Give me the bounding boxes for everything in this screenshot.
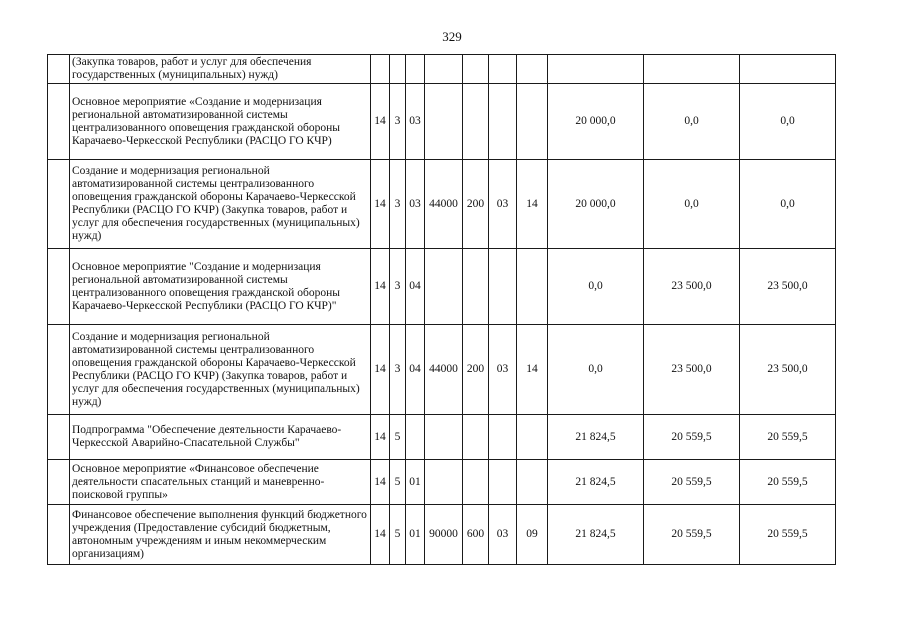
code-cell: 03 — [406, 160, 425, 249]
budget-table — [47, 54, 836, 565]
amount-cell: 0,0 — [548, 249, 644, 325]
table-row — [48, 325, 836, 415]
code-cell: 5 — [390, 460, 406, 505]
code-cell — [489, 415, 517, 460]
code-cell: 14 — [371, 505, 390, 565]
page-number: 329 — [442, 29, 462, 44]
code-cell — [463, 84, 489, 160]
code-cell: 14 — [517, 160, 548, 249]
amount-cell: 20 559,5 — [740, 505, 836, 565]
code-cell: 3 — [390, 325, 406, 415]
code-cell — [425, 460, 463, 505]
code-cell — [463, 460, 489, 505]
code-cell: 03 — [489, 160, 517, 249]
amount-cell — [740, 55, 836, 84]
code-cell: 14 — [371, 460, 390, 505]
code-cell: 5 — [390, 505, 406, 565]
blank-cell — [48, 84, 70, 160]
code-cell — [517, 55, 548, 84]
code-cell: 14 — [517, 325, 548, 415]
table-row — [48, 415, 836, 460]
amount-cell: 23 500,0 — [644, 249, 740, 325]
code-cell: 14 — [371, 160, 390, 249]
code-cell: 14 — [371, 415, 390, 460]
description-cell: Финансовое обеспечение выполнения функций бюджетного учреждения (Предоставление субсидий бюджетным, автономным учреждениям и иным некоммерческим организациям) — [70, 505, 371, 565]
code-cell: 04 — [406, 249, 425, 325]
table-row — [48, 160, 836, 249]
code-cell — [425, 84, 463, 160]
amount-cell: 20 559,5 — [644, 505, 740, 565]
amount-cell: 20 000,0 — [548, 84, 644, 160]
amount-cell: 20 559,5 — [740, 460, 836, 505]
amount-cell: 0,0 — [740, 160, 836, 249]
code-cell — [517, 249, 548, 325]
code-cell — [425, 415, 463, 460]
code-cell: 14 — [371, 84, 390, 160]
code-cell: 90000 — [425, 505, 463, 565]
code-cell — [489, 460, 517, 505]
amount-cell: 20 559,5 — [740, 415, 836, 460]
code-cell: 09 — [517, 505, 548, 565]
code-cell: 03 — [406, 84, 425, 160]
code-cell: 3 — [390, 84, 406, 160]
code-cell: 01 — [406, 505, 425, 565]
code-cell — [463, 55, 489, 84]
blank-cell — [48, 415, 70, 460]
blank-cell — [48, 160, 70, 249]
code-cell — [489, 84, 517, 160]
description-cell: Подпрограмма "Обеспечение деятельности Карачаево-Черкесской Аварийно-Спасательной Службы" — [70, 415, 371, 460]
amount-cell: 23 500,0 — [644, 325, 740, 415]
table-row — [48, 505, 836, 565]
code-cell: 03 — [489, 505, 517, 565]
amount-cell — [644, 55, 740, 84]
code-cell — [371, 55, 390, 84]
code-cell: 200 — [463, 325, 489, 415]
amount-cell — [548, 55, 644, 84]
code-cell — [517, 460, 548, 505]
code-cell: 200 — [463, 160, 489, 249]
blank-cell — [48, 55, 70, 84]
blank-cell — [48, 505, 70, 565]
description-cell: Создание и модернизация региональной автоматизированной системы централизованного оповещения гражданской обороны Карачаево-Черкесской Республики (РАСЦО ГО КЧР) (Закупка товаров, работ и услуг для обеспечения государственных (муниципальных) нужд) — [70, 160, 371, 249]
code-cell — [463, 415, 489, 460]
code-cell: 01 — [406, 460, 425, 505]
code-cell: 04 — [406, 325, 425, 415]
code-cell: 600 — [463, 505, 489, 565]
amount-cell: 0,0 — [644, 160, 740, 249]
table-row — [48, 55, 836, 84]
blank-cell — [48, 460, 70, 505]
code-cell: 44000 — [425, 325, 463, 415]
code-cell: 03 — [489, 325, 517, 415]
code-cell: 14 — [371, 325, 390, 415]
code-cell: 14 — [371, 249, 390, 325]
description-cell: Основное мероприятие "Создание и модернизация региональной автоматизированной системы централизованного оповещения гражданской обороны Карачаево-Черкесской Республики (РАСЦО ГО КЧР)" — [70, 249, 371, 325]
description-cell: Основное мероприятие «Финансовое обеспечение деятельности спасательных станций и маневренно-поисковой группы» — [70, 460, 371, 505]
amount-cell: 21 824,5 — [548, 415, 644, 460]
code-cell: 44000 — [425, 160, 463, 249]
code-cell — [390, 55, 406, 84]
blank-cell — [48, 249, 70, 325]
amount-cell: 20 559,5 — [644, 460, 740, 505]
code-cell: 5 — [390, 415, 406, 460]
table-row — [48, 249, 836, 325]
code-cell — [489, 249, 517, 325]
code-cell — [517, 84, 548, 160]
code-cell — [463, 249, 489, 325]
amount-cell: 0,0 — [644, 84, 740, 160]
code-cell — [489, 55, 517, 84]
blank-cell — [48, 325, 70, 415]
amount-cell: 23 500,0 — [740, 249, 836, 325]
table-row — [48, 460, 836, 505]
code-cell — [517, 415, 548, 460]
amount-cell: 20 559,5 — [644, 415, 740, 460]
code-cell: 3 — [390, 160, 406, 249]
amount-cell: 21 824,5 — [548, 505, 644, 565]
description-cell: Основное мероприятие «Создание и модернизация региональной автоматизированной системы централизованного оповещения гражданской обороны Карачаево-Черкесской Республики (РАСЦО ГО КЧР) — [70, 84, 371, 160]
amount-cell: 0,0 — [548, 325, 644, 415]
amount-cell: 21 824,5 — [548, 460, 644, 505]
table-row — [48, 84, 836, 160]
description-cell: Создание и модернизация региональной автоматизированной системы централизованного оповещения гражданской обороны Карачаево-Черкесской Республики (РАСЦО ГО КЧР) (Закупка товаров, работ и услуг для обеспечения государственных (муниципальных) нужд) — [70, 325, 371, 415]
code-cell — [406, 55, 425, 84]
code-cell — [425, 249, 463, 325]
amount-cell: 20 000,0 — [548, 160, 644, 249]
amount-cell: 0,0 — [740, 84, 836, 160]
code-cell — [406, 415, 425, 460]
amount-cell: 23 500,0 — [740, 325, 836, 415]
code-cell — [425, 55, 463, 84]
code-cell: 3 — [390, 249, 406, 325]
description-cell: (Закупка товаров, работ и услуг для обеспечения государственных (муниципальных) нужд) — [70, 55, 371, 84]
